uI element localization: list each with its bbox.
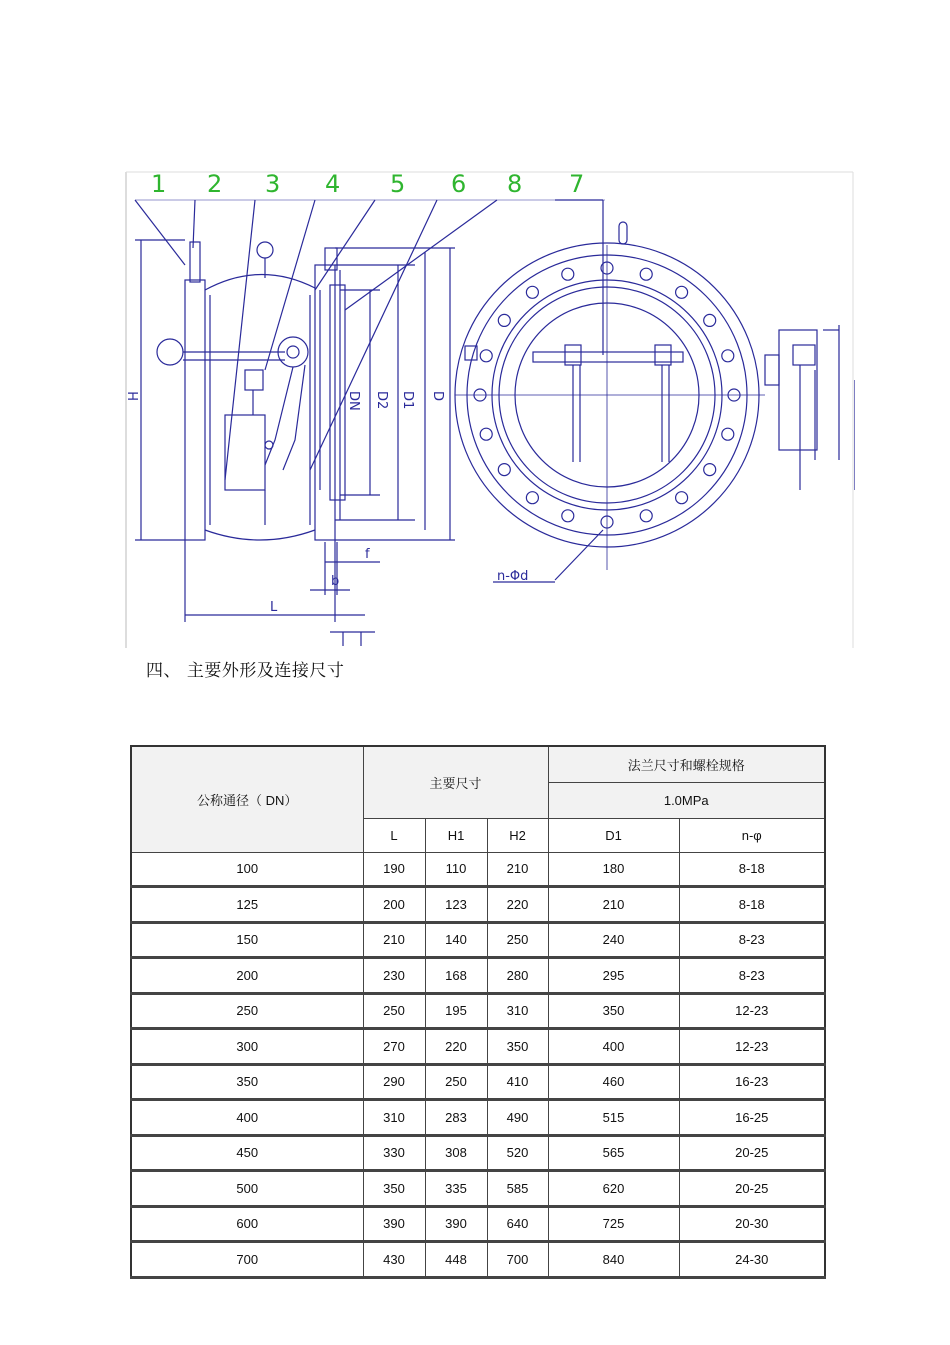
- cell-n-phi: 20-25: [679, 1135, 825, 1171]
- cell-H2: 210: [487, 852, 548, 887]
- bolt-hole: [704, 314, 716, 326]
- valve-side-view: [135, 200, 605, 646]
- cell-n-phi: 12-23: [679, 993, 825, 1029]
- header-main-dims: 主要尺寸: [363, 746, 548, 818]
- valve-drawing-svg: [125, 170, 855, 650]
- cell-dn: 700: [131, 1242, 363, 1278]
- table-row: [131, 887, 825, 923]
- bolt-hole: [704, 464, 716, 476]
- dim-label-H: H: [127, 391, 142, 401]
- cell-L: 270: [363, 1029, 425, 1065]
- cell-H1: 110: [425, 852, 487, 887]
- cell-D1: 350: [548, 993, 679, 1029]
- callout-number: 2: [207, 170, 223, 198]
- table-row: [131, 1171, 825, 1207]
- callout-number: 7: [569, 170, 585, 198]
- dimension-labels: [127, 391, 528, 615]
- cell-H1: 283: [425, 1100, 487, 1136]
- valve-technical-drawing: [125, 170, 855, 650]
- callout-number: 6: [451, 170, 467, 198]
- table-row: [131, 852, 825, 887]
- cell-dn: 400: [131, 1100, 363, 1136]
- cell-dn: 250: [131, 993, 363, 1029]
- cell-L: 200: [363, 887, 425, 923]
- cell-L: 190: [363, 852, 425, 887]
- table-body: [131, 852, 825, 1277]
- cell-D1: 210: [548, 887, 679, 923]
- cell-H2: 490: [487, 1100, 548, 1136]
- cell-dn: 600: [131, 1206, 363, 1242]
- callout-number: 1: [151, 170, 167, 198]
- callout-numbers: [151, 170, 584, 198]
- header-n-phi: n-φ: [679, 818, 825, 852]
- cell-n-phi: 24-30: [679, 1242, 825, 1278]
- table-row: [131, 1206, 825, 1242]
- section-title: 四、 主要外形及连接尺寸: [146, 661, 345, 681]
- cell-D1: 400: [548, 1029, 679, 1065]
- header-pressure: 1.0MPa: [548, 782, 825, 818]
- dim-label-f: f: [365, 547, 370, 562]
- cell-L: 290: [363, 1064, 425, 1100]
- cell-L: 430: [363, 1242, 425, 1278]
- header-H1: H1: [425, 818, 487, 852]
- cell-H2: 280: [487, 958, 548, 994]
- callout-number: 4: [325, 170, 341, 198]
- cell-D1: 180: [548, 852, 679, 887]
- bolt-hole: [480, 428, 492, 440]
- bolt-hole: [498, 464, 510, 476]
- valve-front-view: [455, 222, 855, 650]
- table-row: [131, 1100, 825, 1136]
- cell-n-phi: 8-23: [679, 958, 825, 994]
- cell-H1: 140: [425, 922, 487, 958]
- cell-n-phi: 16-23: [679, 1064, 825, 1100]
- bolt-hole: [498, 314, 510, 326]
- cell-H2: 520: [487, 1135, 548, 1171]
- bolt-hole: [722, 428, 734, 440]
- dim-label-DN: DN: [346, 391, 361, 411]
- cell-D1: 460: [548, 1064, 679, 1100]
- bolt-hole: [676, 492, 688, 504]
- cell-H1: 168: [425, 958, 487, 994]
- bolt-hole: [676, 286, 688, 298]
- cell-dn: 350: [131, 1064, 363, 1100]
- cell-H2: 250: [487, 922, 548, 958]
- bolt-hole: [562, 510, 574, 522]
- bolt-spec-label: n-Φd: [497, 569, 529, 584]
- dim-label-b: b: [331, 574, 340, 589]
- cell-L: 390: [363, 1206, 425, 1242]
- cell-H2: 585: [487, 1171, 548, 1207]
- cell-dn: 450: [131, 1135, 363, 1171]
- bolt-hole: [526, 492, 538, 504]
- cell-D1: 295: [548, 958, 679, 994]
- header-D1: D1: [548, 818, 679, 852]
- cell-dn: 125: [131, 887, 363, 923]
- cell-H1: 308: [425, 1135, 487, 1171]
- cell-H1: 390: [425, 1206, 487, 1242]
- dim-label-L: L: [270, 600, 278, 615]
- cell-D1: 565: [548, 1135, 679, 1171]
- header-H2: H2: [487, 818, 548, 852]
- cell-L: 310: [363, 1100, 425, 1136]
- table-row: [131, 1064, 825, 1100]
- cell-L: 230: [363, 958, 425, 994]
- cell-H2: 700: [487, 1242, 548, 1278]
- cell-dn: 100: [131, 852, 363, 887]
- cell-H2: 410: [487, 1064, 548, 1100]
- cell-H1: 123: [425, 887, 487, 923]
- cell-H2: 350: [487, 1029, 548, 1065]
- cell-D1: 515: [548, 1100, 679, 1136]
- cell-D1: 840: [548, 1242, 679, 1278]
- cell-n-phi: 8-18: [679, 852, 825, 887]
- cell-L: 210: [363, 922, 425, 958]
- cell-L: 330: [363, 1135, 425, 1171]
- cell-n-phi: 16-25: [679, 1100, 825, 1136]
- table-row: [131, 1242, 825, 1278]
- cell-H2: 220: [487, 887, 548, 923]
- dim-label-D1: D1: [400, 391, 415, 410]
- cell-dn: 200: [131, 958, 363, 994]
- bolt-hole: [640, 268, 652, 280]
- cell-D1: 240: [548, 922, 679, 958]
- table-row: [131, 958, 825, 994]
- header-flange: 法兰尺寸和螺栓规格: [548, 746, 825, 782]
- cell-H2: 310: [487, 993, 548, 1029]
- table-row: [131, 1029, 825, 1065]
- callout-number: 3: [265, 170, 281, 198]
- dim-label-D2: D2: [374, 391, 389, 410]
- cell-L: 350: [363, 1171, 425, 1207]
- cell-dn: 300: [131, 1029, 363, 1065]
- table-row: [131, 922, 825, 958]
- cell-n-phi: 12-23: [679, 1029, 825, 1065]
- bolt-hole: [526, 286, 538, 298]
- callout-number: 8: [507, 170, 523, 198]
- cell-H2: 640: [487, 1206, 548, 1242]
- table-row: [131, 993, 825, 1029]
- cell-H1: 195: [425, 993, 487, 1029]
- cell-n-phi: 8-18: [679, 887, 825, 923]
- bolt-hole: [562, 268, 574, 280]
- header-dn: 公称通径（ DN）: [131, 746, 363, 852]
- dim-label-D: D: [430, 391, 445, 402]
- cell-n-phi: 20-25: [679, 1171, 825, 1207]
- cell-dn: 500: [131, 1171, 363, 1207]
- cell-D1: 725: [548, 1206, 679, 1242]
- header-L: L: [363, 818, 425, 852]
- cell-H1: 335: [425, 1171, 487, 1207]
- cell-H1: 250: [425, 1064, 487, 1100]
- cell-dn: 150: [131, 922, 363, 958]
- cell-n-phi: 20-30: [679, 1206, 825, 1242]
- callout-number: 5: [390, 170, 406, 198]
- cell-L: 250: [363, 993, 425, 1029]
- cell-H1: 220: [425, 1029, 487, 1065]
- bolt-hole: [722, 350, 734, 362]
- cell-H1: 448: [425, 1242, 487, 1278]
- cell-n-phi: 8-23: [679, 922, 825, 958]
- table-row: [131, 1135, 825, 1171]
- bolt-hole: [640, 510, 652, 522]
- bolt-hole: [480, 350, 492, 362]
- cell-D1: 620: [548, 1171, 679, 1207]
- dimension-table: [130, 745, 826, 1279]
